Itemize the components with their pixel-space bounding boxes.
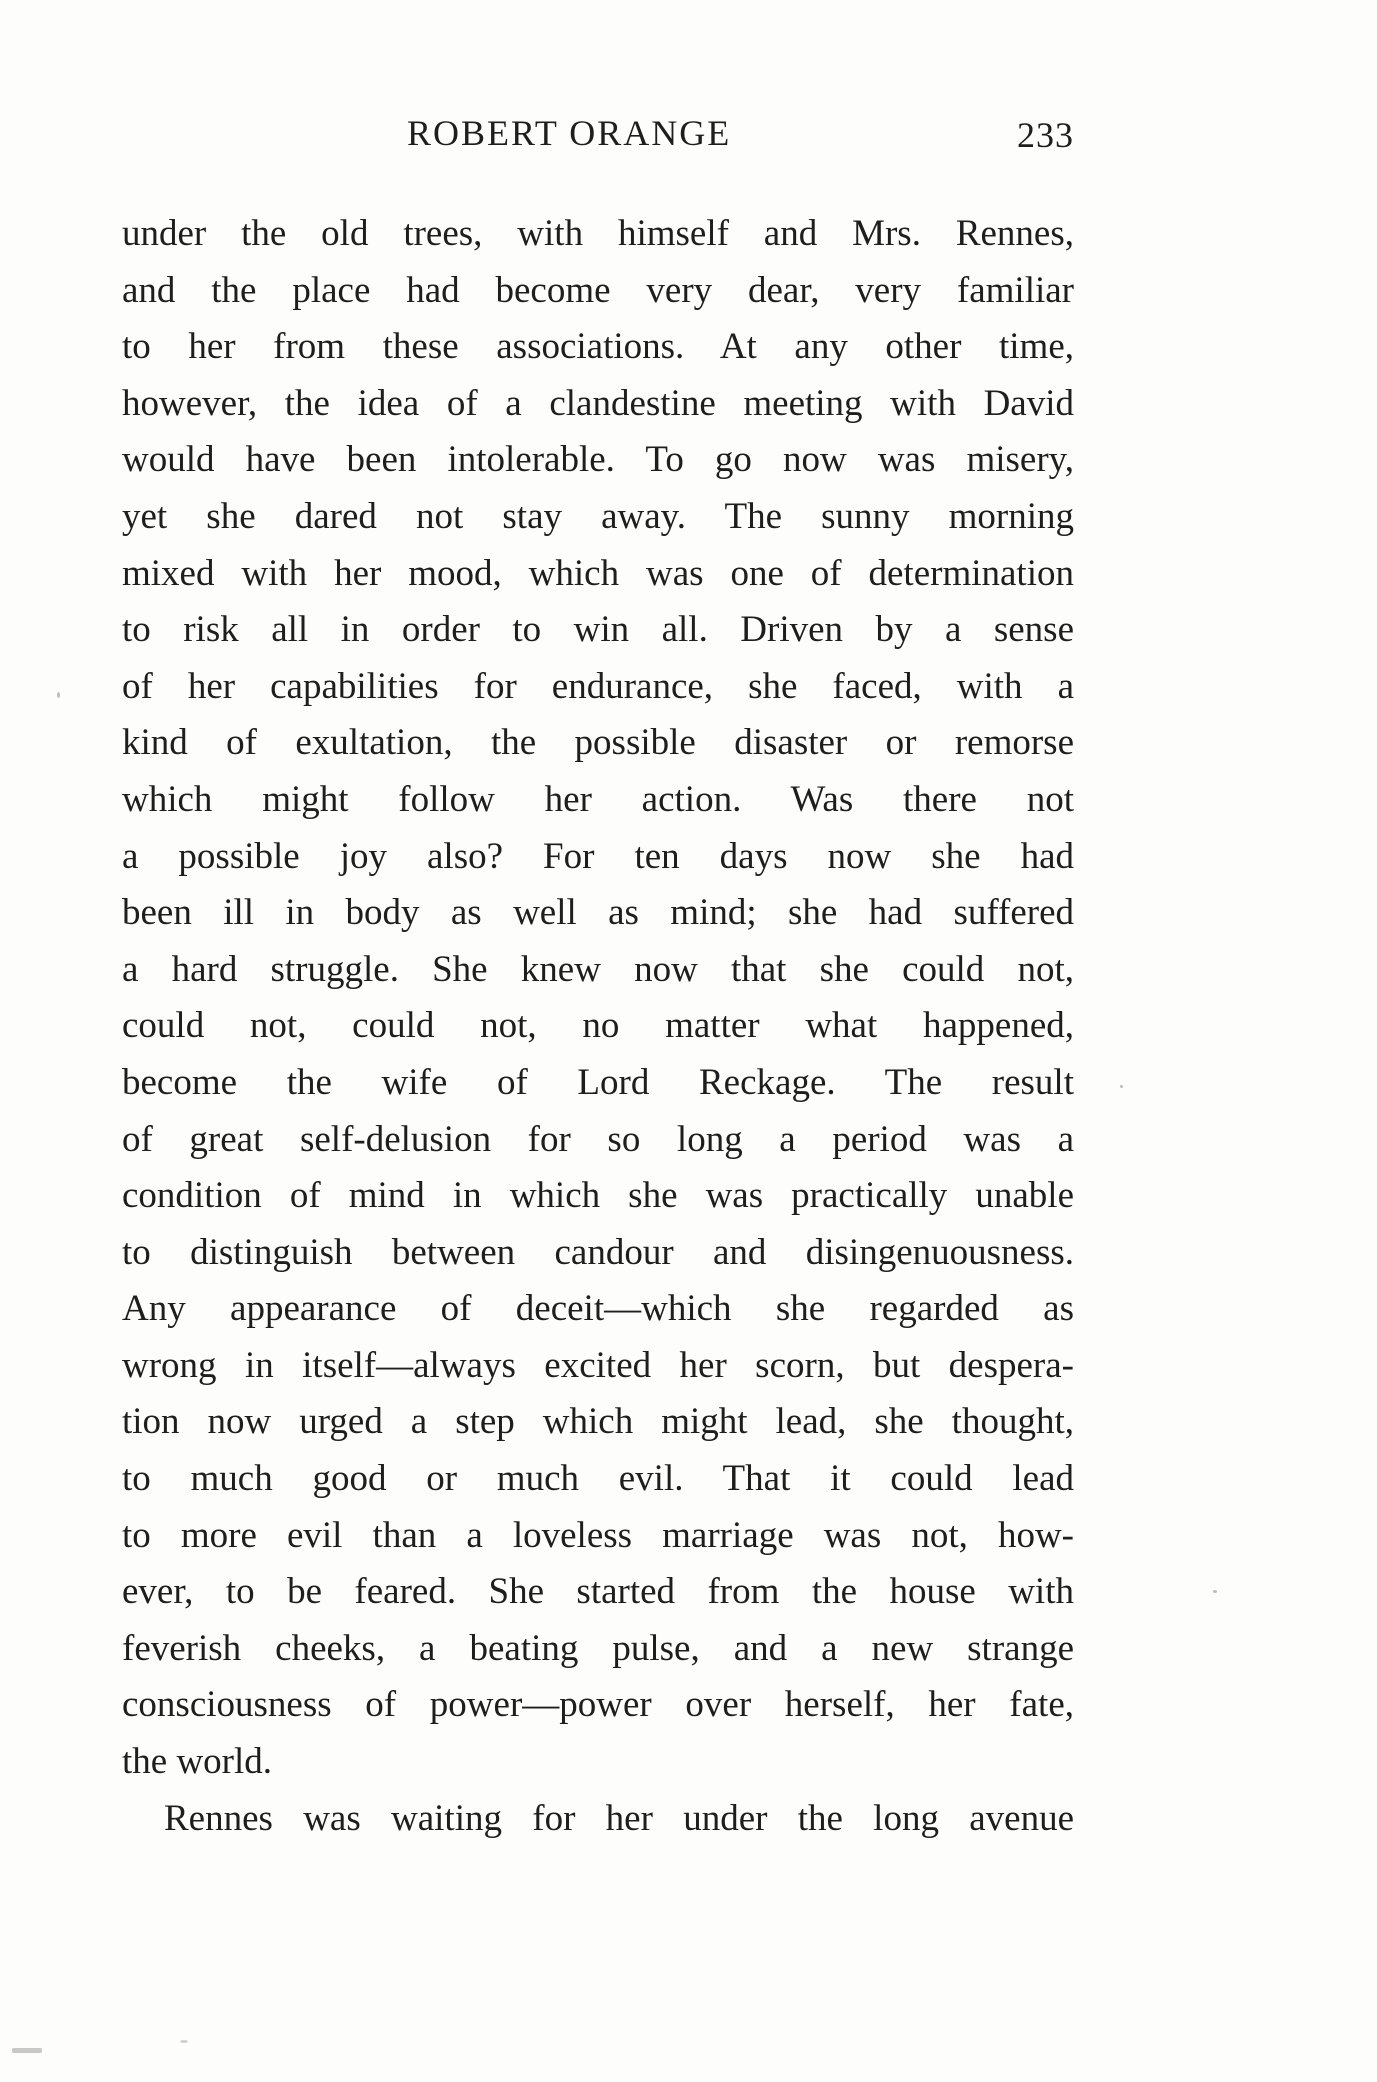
scan-speck (1213, 1590, 1217, 1593)
text-line: to much good or much evil. That it could lead (122, 1458, 1074, 1500)
text-line: the world. (122, 1741, 273, 1783)
page-number: 233 (1017, 115, 1074, 155)
text-line: which might follow her action. Was there not (122, 778, 1074, 820)
text-line: Any appearance of deceit—which she regarded as (122, 1288, 1074, 1330)
text-line: to her from these associations. At any other time, (122, 326, 1074, 368)
text-line: Rennes was waiting for her under the long avenue (164, 1797, 1074, 1839)
text-line: of her capabilities for endurance, she faced, with a (122, 665, 1074, 707)
text-line: to risk all in order to win all. Driven by a sense (122, 609, 1074, 651)
text-line: to more evil than a loveless marriage was not, how- (122, 1514, 1074, 1556)
running-head (122, 112, 1074, 162)
text-line: tion now urged a step which might lead, she thought, (122, 1401, 1074, 1443)
paragraph (122, 206, 1074, 1791)
text-line: been ill in body as well as mind; she had suffered (122, 892, 1074, 934)
text-line: could not, could not, no matter what happened, (122, 1005, 1074, 1047)
text-line: become the wife of Lord Reckage. The result (122, 1061, 1074, 1103)
scan-speck (12, 2048, 42, 2053)
paragraph (122, 1791, 1074, 1848)
text-line: wrong in itself—always excited her scorn, but despera- (122, 1344, 1074, 1386)
text-line: to distinguish between candour and disingenuousness. (122, 1231, 1074, 1273)
body-text (122, 206, 1074, 1847)
scan-speck (1120, 1085, 1123, 1088)
text-line: would have been intolerable. To go now was misery, (122, 439, 1074, 481)
text-line: and the place had become very dear, very familiar (122, 269, 1074, 311)
scan-speck (57, 692, 60, 698)
text-line: of great self-delusion for so long a period was a (122, 1118, 1074, 1160)
text-line: under the old trees, with himself and Mrs. Rennes, (122, 213, 1074, 254)
text-line: yet she dared not stay away. The sunny morning (122, 495, 1074, 537)
text-line: mixed with her mood, which was one of determination (122, 552, 1074, 594)
text-line: however, the idea of a clandestine meeting with David (122, 382, 1074, 424)
text-line: kind of exultation, the possible disaster or remorse (122, 722, 1074, 764)
text-line: condition of mind in which she was practically unable (122, 1175, 1074, 1217)
scan-speck (180, 2040, 188, 2043)
running-title: ROBERT ORANGE (407, 113, 732, 153)
text-line: consciousness of power—power over herself, her fate, (122, 1684, 1074, 1726)
text-line: a possible joy also? For ten days now she had (122, 835, 1074, 877)
text-line: ever, to be feared. She started from the house with (122, 1571, 1074, 1613)
text-line: feverish cheeks, a beating pulse, and a new strange (122, 1627, 1074, 1669)
text-line: a hard struggle. She knew now that she could not, (122, 948, 1074, 990)
